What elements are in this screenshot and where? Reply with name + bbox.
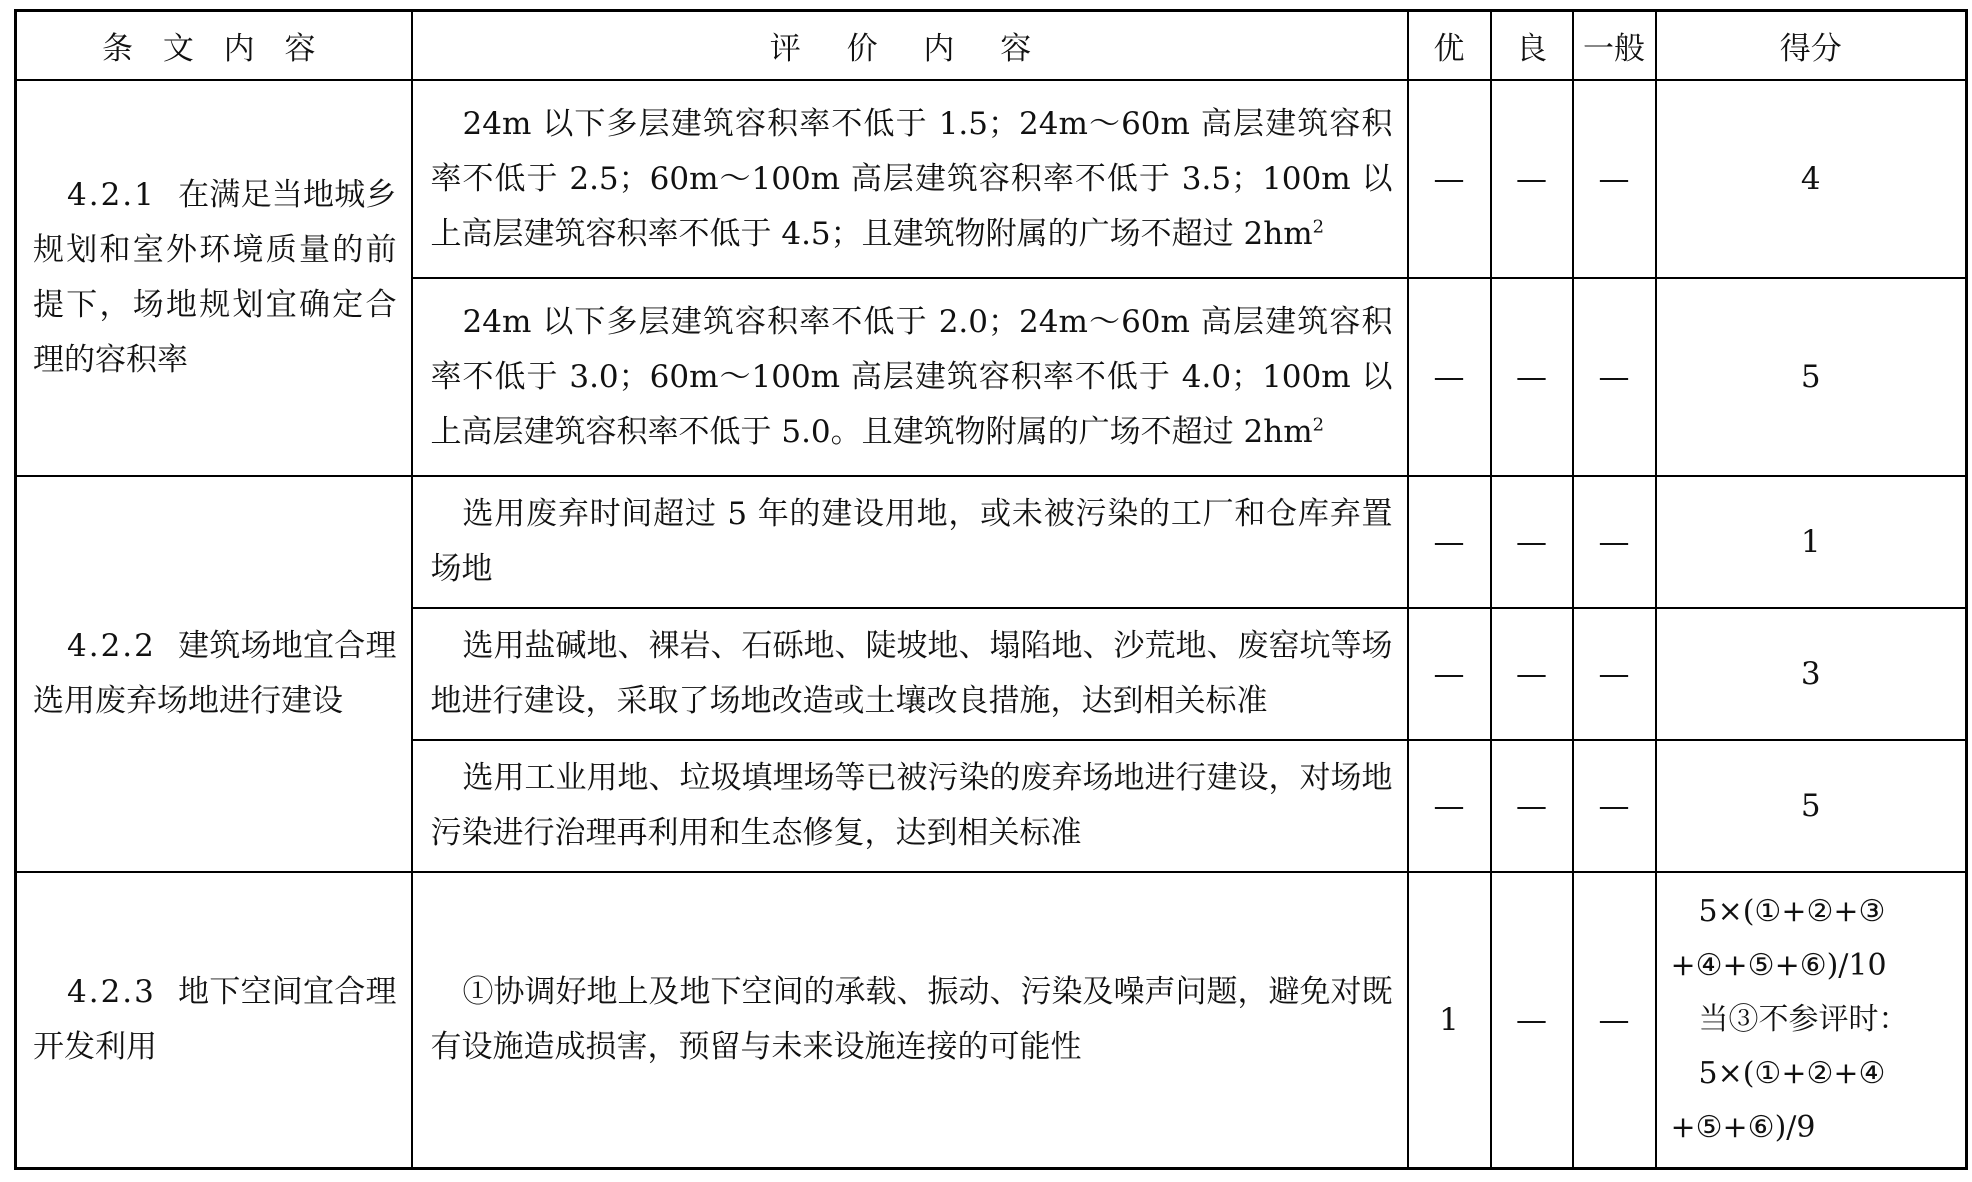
clause-number: 4.2.1 — [67, 177, 156, 213]
clause-text: 地下空间宜合理开发利用 — [33, 973, 397, 1065]
excellent-cell: — — [1408, 740, 1491, 872]
good-cell: — — [1491, 872, 1573, 1168]
formula-line: 5×(①+②+④ — [1698, 1055, 1886, 1091]
good-cell: — — [1491, 740, 1573, 872]
evaluation-cell — [412, 80, 1408, 278]
header-good: 良 — [1491, 11, 1573, 81]
evaluation-cell — [412, 740, 1408, 872]
evaluation-cell — [412, 608, 1408, 740]
clause-number: 4.2.3 — [67, 973, 156, 1010]
clause-cell — [16, 476, 412, 872]
score-cell: 1 — [1656, 476, 1967, 608]
header-score: 得分 — [1656, 11, 1967, 81]
excellent-cell: — — [1408, 476, 1491, 608]
score-formula — [1657, 885, 1966, 1155]
clause-cell — [16, 80, 412, 476]
header-clause: 条 文 内 容 — [16, 11, 412, 81]
good-cell: — — [1491, 80, 1573, 278]
excellent-cell: — — [1408, 80, 1491, 278]
evaluation-text: 选用盐碱地、裸岩、石砾地、陡坡地、塌陷地、沙荒地、废窑坑等场地进行建设，采取了场地改造或土壤改良措施，达到相关标准 — [430, 628, 1393, 719]
score-cell: 5 — [1656, 278, 1967, 476]
formula-line: 当③不参评时： — [1698, 1001, 1909, 1037]
general-cell: — — [1573, 476, 1656, 608]
score-formula-cell — [1656, 872, 1967, 1168]
clause-text: 建筑场地宜合理选用废弃场地进行建设 — [33, 628, 397, 719]
header-general: 一般 — [1573, 11, 1656, 81]
clause-number: 4.2.2 — [67, 628, 156, 664]
excellent-cell: — — [1408, 608, 1491, 740]
evaluation-table-page — [14, 9, 1965, 1172]
general-cell: — — [1573, 740, 1656, 872]
score-cell: 3 — [1656, 608, 1967, 740]
general-cell: — — [1573, 608, 1656, 740]
evaluation-text: 选用废弃时间超过 5 年的建设用地，或未被污染的工厂和仓库弃置场地 — [430, 496, 1393, 587]
table-row — [16, 872, 1967, 1168]
table-row — [16, 80, 1967, 278]
formula-line: 5×(①+②+③ — [1698, 893, 1886, 929]
clause-cell — [16, 872, 412, 1168]
good-cell: — — [1491, 278, 1573, 476]
header-excellent: 优 — [1408, 11, 1491, 81]
superscript: 2 — [1312, 216, 1325, 238]
table-row — [16, 476, 1967, 608]
evaluation-table — [14, 9, 1968, 1170]
formula-line: +④+⑤+⑥)/10 — [1670, 947, 1887, 983]
evaluation-text: 24m 以下多层建筑容积率不低于 1.5；24m～60m 高层建筑容积率不低于 2.5；60m～100m 高层建筑容积率不低于 3.5；100m 以上高层建筑容积率不低于 4.5；且建筑物附属的广场不超过 2hm — [430, 105, 1393, 252]
score-cell: 5 — [1656, 740, 1967, 872]
superscript: 2 — [1312, 414, 1325, 436]
excellent-cell: — — [1408, 278, 1491, 476]
evaluation-text: 24m 以下多层建筑容积率不低于 2.0；24m～60m 高层建筑容积率不低于 3.0；60m～100m 高层建筑容积率不低于 4.0；100m 以上高层建筑容积率不低于 5.0。且建筑物附属的广场不超过 2hm — [430, 303, 1393, 450]
formula-line: +⑤+⑥)/9 — [1670, 1109, 1816, 1145]
good-cell: — — [1491, 608, 1573, 740]
score-cell: 4 — [1656, 80, 1967, 278]
general-cell: — — [1573, 80, 1656, 278]
clause-text: 在满足当地城乡规划和室外环境质量的前提下，场地规划宜确定合理的容积率 — [33, 177, 397, 378]
evaluation-cell — [412, 476, 1408, 608]
general-cell: — — [1573, 278, 1656, 476]
evaluation-cell — [412, 278, 1408, 476]
evaluation-text: 选用工业用地、垃圾填埋场等已被污染的废弃场地进行建设，对场地污染进行治理再利用和生态修复，达到相关标准 — [430, 760, 1393, 851]
general-cell: — — [1573, 872, 1656, 1168]
good-cell: — — [1491, 476, 1573, 608]
table-header-row — [16, 11, 1967, 81]
evaluation-text: ①协调好地上及地下空间的承载、振动、污染及噪声问题，避免对既有设施造成损害，预留与未来设施连接的可能性 — [430, 973, 1393, 1065]
evaluation-cell — [412, 872, 1408, 1168]
excellent-cell: 1 — [1408, 872, 1491, 1168]
header-evaluation: 评 价 内 容 — [412, 11, 1408, 81]
